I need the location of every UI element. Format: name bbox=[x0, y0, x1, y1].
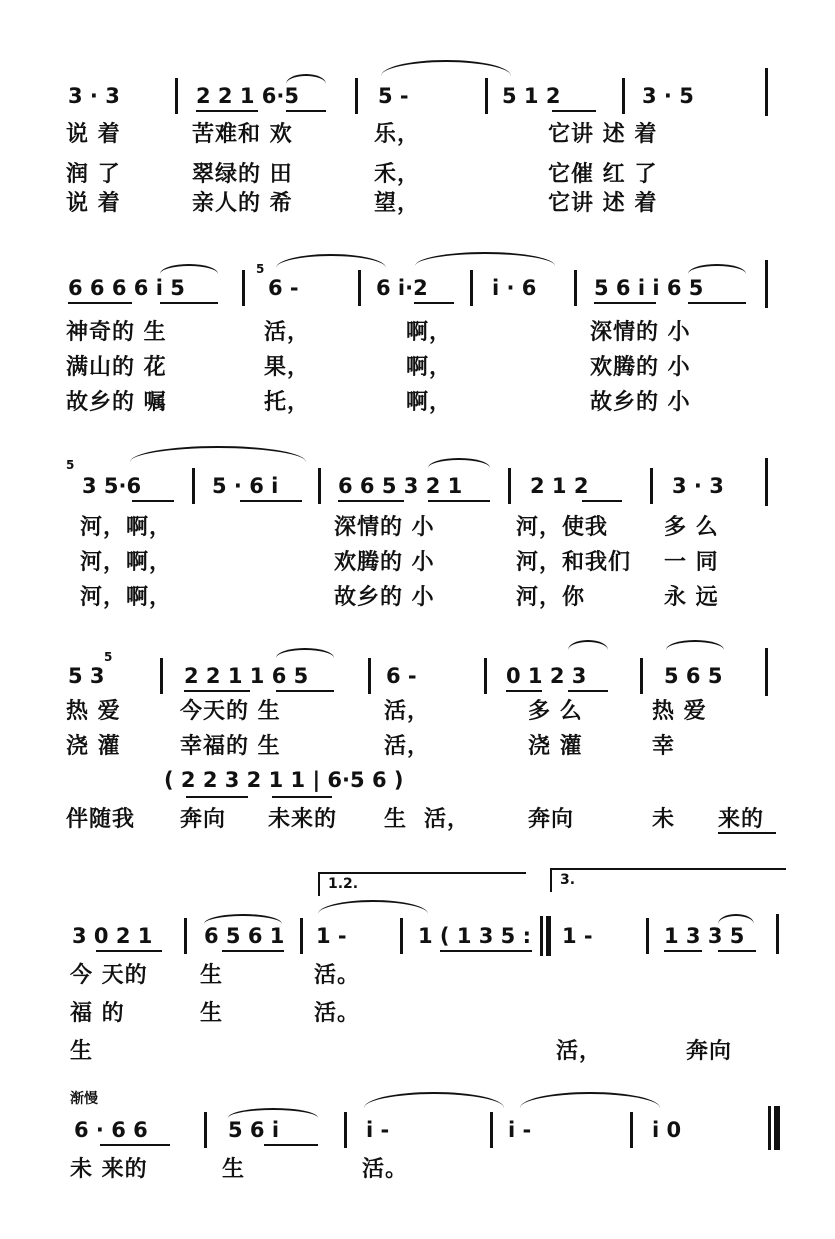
lyric-v1-a: 河，啊， bbox=[80, 515, 173, 540]
lyric-v1-a: 今 天的 bbox=[70, 963, 148, 988]
lyric-v2-b: 欢腾的 小 bbox=[334, 550, 435, 575]
tie bbox=[381, 60, 511, 76]
notes-m5: 3 · 5 bbox=[642, 84, 694, 108]
notes-m1: 3 · 3 bbox=[68, 84, 120, 108]
notes-m5: 1 - bbox=[562, 924, 593, 948]
lyric-v1-c: 啊， bbox=[406, 320, 453, 345]
lyric-v1-c: 活。 bbox=[314, 963, 361, 988]
lyric-v3-a: 说 着 bbox=[66, 191, 121, 216]
notes-m5: 5 6 5 bbox=[664, 664, 723, 688]
notes-m3: i - bbox=[366, 1118, 390, 1142]
notes-m3: 1 - bbox=[316, 924, 347, 948]
notes-m3: 6 6 5 3 2 1 bbox=[338, 474, 463, 498]
lyric-v2-a: 浇 灌 bbox=[66, 734, 121, 759]
volta-1 bbox=[318, 872, 526, 896]
barline bbox=[400, 918, 403, 954]
lyric-v1-b: 活， bbox=[264, 320, 311, 345]
volta-2 bbox=[550, 868, 786, 892]
barline bbox=[650, 468, 653, 504]
grace-note: 5 bbox=[104, 650, 113, 664]
notes-m5: 5 6 i i 6 5 bbox=[594, 276, 704, 300]
barline bbox=[574, 270, 577, 306]
tie bbox=[130, 446, 306, 462]
barline bbox=[300, 918, 303, 954]
lyric-v2-c: 活。 bbox=[314, 1001, 361, 1026]
notes-m4: 0 1 2 3 bbox=[506, 664, 587, 688]
notes-m1: 5 3 bbox=[68, 664, 105, 688]
lyric-v1-a: 神奇的 生 bbox=[66, 320, 167, 345]
barline bbox=[540, 916, 543, 956]
barline bbox=[768, 1106, 771, 1150]
lyric-v3-a: 故乡的 嘱 bbox=[66, 390, 167, 415]
notes-m3: 5 - bbox=[378, 84, 409, 108]
lyric-v3-f: 奔向 bbox=[528, 807, 575, 832]
lyric-v2-a: 润 了 bbox=[66, 162, 121, 187]
tie bbox=[364, 1092, 504, 1108]
lyric-v2-a: 满山的 花 bbox=[66, 355, 167, 380]
notes-m1: 3 5·6 bbox=[82, 474, 142, 498]
barline bbox=[640, 658, 643, 694]
lyric-v3-c: 河，你 bbox=[516, 585, 586, 610]
barline bbox=[490, 1112, 493, 1148]
notes-m4: 2 1 2 bbox=[530, 474, 589, 498]
interlude-notes: ( 2 2 3 2 1 1 | 6·5 6 ) bbox=[164, 768, 404, 792]
lyric-v2-e: 幸 bbox=[652, 734, 676, 759]
barline bbox=[630, 1112, 633, 1148]
notes-m2: 5 · 6 i bbox=[212, 474, 279, 498]
barline bbox=[774, 1106, 780, 1150]
tie bbox=[318, 900, 428, 914]
lyric-v3-d: 故乡的 小 bbox=[590, 390, 691, 415]
lyric-v3-d: 它讲 述 着 bbox=[548, 191, 658, 216]
lyric-v2-a: 福 的 bbox=[70, 1001, 125, 1026]
notes-m2: 2 2 1 1 6 5 bbox=[184, 664, 309, 688]
barline bbox=[485, 78, 488, 114]
notes-m4: 1 ( 1 3 5 : bbox=[418, 924, 531, 948]
lyric-v3-c: 未来的 bbox=[268, 807, 338, 832]
barline bbox=[776, 914, 779, 954]
volta-1-label: 1.2. bbox=[328, 876, 359, 892]
lyric-v3-a: 生 bbox=[70, 1039, 94, 1064]
notes-m2: 2 2 1 6·5 bbox=[196, 84, 299, 108]
lyric-v3-b: 亲人的 希 bbox=[192, 191, 293, 216]
notes-m4: i · 6 bbox=[492, 276, 537, 300]
lyric-v3-b: 托， bbox=[264, 390, 311, 415]
notes-m3: 6 - bbox=[386, 664, 417, 688]
lyric-v3-a: 伴随我 bbox=[66, 807, 136, 832]
grace-note: 5 bbox=[256, 262, 265, 276]
lyric-v1-d: 它讲 述 着 bbox=[548, 122, 658, 147]
barline bbox=[344, 1112, 347, 1148]
lyric-v2-d: 一 同 bbox=[664, 550, 719, 575]
barline bbox=[484, 658, 487, 694]
barline bbox=[368, 658, 371, 694]
barline bbox=[765, 68, 768, 116]
lyric-v2-c: 河，和我们 bbox=[516, 550, 632, 575]
lyric-v2-c: 活， bbox=[384, 734, 431, 759]
lyric-v3-c: 奔向 bbox=[686, 1039, 733, 1064]
barline bbox=[646, 918, 649, 954]
barline bbox=[184, 918, 187, 954]
barline bbox=[160, 658, 163, 694]
lyric-v2-d: 欢腾的 小 bbox=[590, 355, 691, 380]
lyric-v1-d: 多 么 bbox=[528, 699, 583, 724]
barline bbox=[175, 78, 178, 114]
lyric-v3-b: 故乡的 小 bbox=[334, 585, 435, 610]
notes-m5: 3 · 3 bbox=[672, 474, 724, 498]
lyric-v2-b: 果， bbox=[264, 355, 311, 380]
barline bbox=[508, 468, 511, 504]
barline bbox=[358, 270, 361, 306]
barline bbox=[355, 78, 358, 114]
lyric-v2-b: 翠绿的 田 bbox=[192, 162, 293, 187]
notes-m4: i - bbox=[508, 1118, 532, 1142]
tie bbox=[520, 1092, 660, 1108]
lyric-v1-b: 生 bbox=[222, 1157, 246, 1182]
lyric-v1-e: 热 爱 bbox=[652, 699, 707, 724]
lyric-v1-c: 乐， bbox=[374, 122, 421, 147]
lyric-v3-a: 河，啊， bbox=[80, 585, 173, 610]
lyric-v1-c: 活。 bbox=[362, 1157, 409, 1182]
notes-m2: 5 6 i bbox=[228, 1118, 280, 1142]
lyric-v2-d: 浇 灌 bbox=[528, 734, 583, 759]
lyric-v1-a: 热 爱 bbox=[66, 699, 121, 724]
lyric-v2-c: 禾， bbox=[374, 162, 421, 187]
barline bbox=[318, 468, 321, 504]
lyric-v1-c: 活， bbox=[384, 699, 431, 724]
notes-m2: 6 5 6 1 bbox=[204, 924, 285, 948]
slur bbox=[666, 640, 724, 650]
notes-m6: 1 3 3 5 bbox=[664, 924, 745, 948]
tie bbox=[276, 254, 386, 268]
lyric-v2-b: 幸福的 生 bbox=[180, 734, 281, 759]
lyric-v3-b: 奔向 bbox=[180, 807, 227, 832]
lyric-v3-e: 活， bbox=[424, 807, 471, 832]
barline bbox=[765, 260, 768, 308]
grace-note: 5 bbox=[66, 458, 75, 472]
tempo-marking: 渐慢 bbox=[70, 1091, 98, 1107]
lyric-v1-b: 生 bbox=[200, 963, 224, 988]
lyric-v1-d: 多 么 bbox=[664, 515, 719, 540]
lyric-v3-b: 活， bbox=[556, 1039, 603, 1064]
barline bbox=[470, 270, 473, 306]
lyric-v1-b: 苦难和 欢 bbox=[192, 122, 293, 147]
lyric-v1-b: 今天的 生 bbox=[180, 699, 281, 724]
notes-m2: 6 - bbox=[268, 276, 299, 300]
notes-m1: 6 · 6 6 bbox=[74, 1118, 148, 1142]
barline bbox=[765, 648, 768, 696]
lyric-v3-h: 来的 bbox=[718, 807, 765, 832]
lyric-v2-d: 它催 红 了 bbox=[548, 162, 658, 187]
lyric-v1-d: 深情的 小 bbox=[590, 320, 691, 345]
barline bbox=[242, 270, 245, 306]
notes-m3: 6 i·2 bbox=[376, 276, 428, 300]
lyric-v2-b: 生 bbox=[200, 1001, 224, 1026]
notes-m4: 5 1 2 bbox=[502, 84, 561, 108]
lyric-v3-g: 未 bbox=[652, 807, 676, 832]
lyric-v3-d: 生 bbox=[384, 807, 408, 832]
lyric-v3-c: 望， bbox=[374, 191, 421, 216]
lyric-v1-b: 深情的 小 bbox=[334, 515, 435, 540]
barline bbox=[204, 1112, 207, 1148]
slur bbox=[568, 640, 608, 650]
volta-2-label: 3. bbox=[560, 872, 576, 888]
tie bbox=[415, 252, 555, 266]
lyric-v1-a: 说 着 bbox=[66, 122, 121, 147]
barline bbox=[546, 916, 551, 956]
notes-m1: 3 0 2 1 bbox=[72, 924, 153, 948]
barline bbox=[622, 78, 625, 114]
lyric-v1-c: 河，使我 bbox=[516, 515, 609, 540]
lyric-v1-a: 未 来的 bbox=[70, 1157, 148, 1182]
lyric-v3-c: 啊， bbox=[406, 390, 453, 415]
notes-m1: 6 6 6 6 i 5 bbox=[68, 276, 185, 300]
lyric-v2-a: 河，啊， bbox=[80, 550, 173, 575]
notes-m5: i 0 bbox=[652, 1118, 682, 1142]
lyric-v2-c: 啊， bbox=[406, 355, 453, 380]
barline bbox=[192, 468, 195, 504]
barline bbox=[765, 458, 768, 506]
lyric-v3-d: 永 远 bbox=[664, 585, 719, 610]
